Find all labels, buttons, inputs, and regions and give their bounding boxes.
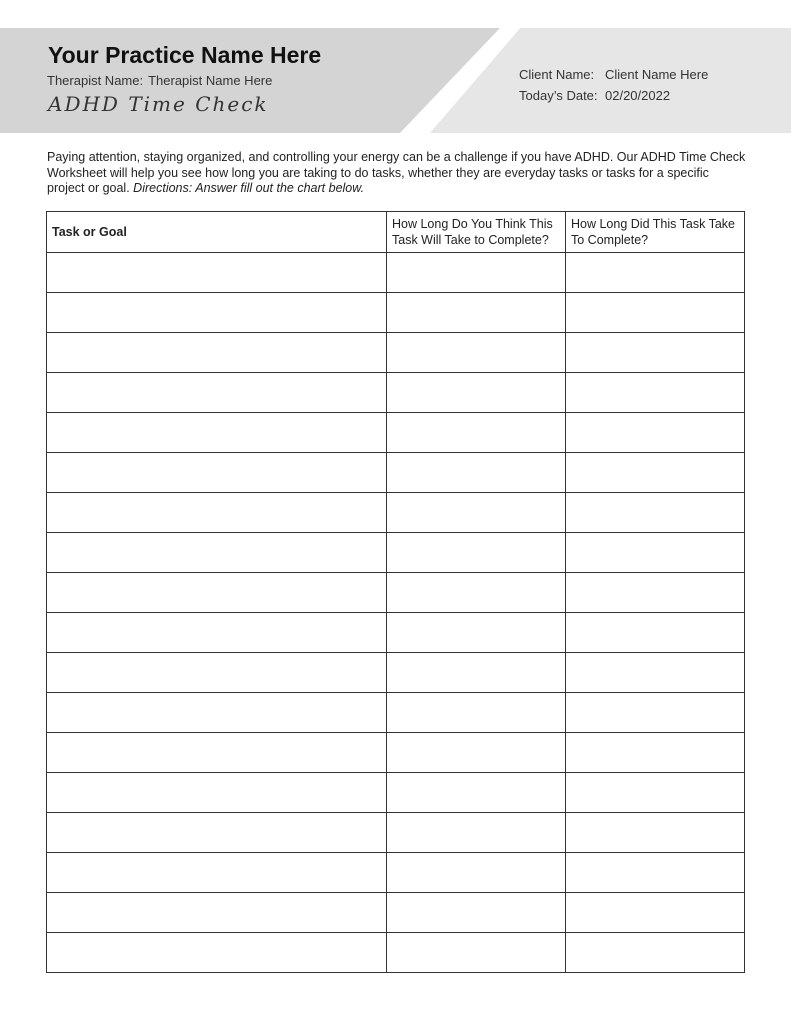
task-cell[interactable]: [47, 653, 387, 693]
task-cell[interactable]: [47, 813, 387, 853]
directions-text: Directions: Answer fill out the chart below.: [133, 181, 365, 195]
therapist-name-field[interactable]: Therapist Name Here: [148, 73, 273, 88]
estimate-cell[interactable]: [387, 853, 566, 893]
task-cell[interactable]: [47, 373, 387, 413]
table-row: [47, 573, 745, 613]
actual-cell[interactable]: [566, 893, 745, 933]
task-cell[interactable]: [47, 733, 387, 773]
table-row: [47, 613, 745, 653]
table-row: [47, 733, 745, 773]
practice-name: Your Practice Name Here: [48, 42, 322, 68]
estimate-cell[interactable]: [387, 413, 566, 453]
task-cell[interactable]: [47, 453, 387, 493]
table-row: [47, 933, 745, 973]
task-cell[interactable]: [47, 253, 387, 293]
table-row: [47, 453, 745, 493]
actual-cell[interactable]: [566, 493, 745, 533]
estimate-cell[interactable]: [387, 693, 566, 733]
date-line: [519, 88, 670, 103]
date-label: Today’s Date:: [519, 88, 598, 103]
actual-cell[interactable]: [566, 533, 745, 573]
estimate-cell[interactable]: [387, 533, 566, 573]
task-cell[interactable]: [47, 413, 387, 453]
task-cell[interactable]: [47, 493, 387, 533]
column-header-actual: How Long Did This Task Take To Complete?: [566, 212, 745, 253]
actual-cell[interactable]: [566, 253, 745, 293]
estimate-cell[interactable]: [387, 813, 566, 853]
actual-cell[interactable]: [566, 653, 745, 693]
table-row: [47, 373, 745, 413]
column-header-task: Task or Goal: [47, 212, 387, 253]
estimate-cell[interactable]: [387, 613, 566, 653]
actual-cell[interactable]: [566, 693, 745, 733]
estimate-cell[interactable]: [387, 493, 566, 533]
table-row: [47, 533, 745, 573]
client-name-label: Client Name:: [519, 67, 595, 82]
actual-cell[interactable]: [566, 813, 745, 853]
estimate-cell[interactable]: [387, 373, 566, 413]
actual-cell[interactable]: [566, 413, 745, 453]
actual-cell[interactable]: [566, 293, 745, 333]
table-row: [47, 653, 745, 693]
estimate-cell[interactable]: [387, 773, 566, 813]
task-cell[interactable]: [47, 613, 387, 653]
table-row: [47, 413, 745, 453]
estimate-cell[interactable]: [387, 293, 566, 333]
intro-paragraph: [47, 150, 747, 197]
task-cell[interactable]: [47, 893, 387, 933]
client-name-line: [519, 67, 708, 82]
time-check-table: [46, 211, 745, 973]
estimate-cell[interactable]: [387, 253, 566, 293]
actual-cell[interactable]: [566, 733, 745, 773]
estimate-cell[interactable]: [387, 453, 566, 493]
task-cell[interactable]: [47, 693, 387, 733]
date-field[interactable]: 02/20/2022: [605, 88, 671, 103]
estimate-cell[interactable]: [387, 653, 566, 693]
table-row: [47, 253, 745, 293]
table-row: [47, 853, 745, 893]
table-row: [47, 333, 745, 373]
intro-text: Paying attention, staying organized, and controlling your energy can be a challenge if you have ADHD. Our ADHD Time Check Worksheet will help you see how long you are taking to do tasks, whether they are everyday tasks or tasks for a specific project or goal.: [47, 150, 746, 195]
estimate-cell[interactable]: [387, 573, 566, 613]
task-cell[interactable]: [47, 853, 387, 893]
task-cell[interactable]: [47, 533, 387, 573]
table-row: [47, 693, 745, 733]
table-row: [47, 293, 745, 333]
estimate-cell[interactable]: [387, 933, 566, 973]
table-row: [47, 893, 745, 933]
table-row: [47, 813, 745, 853]
estimate-cell[interactable]: [387, 733, 566, 773]
actual-cell[interactable]: [566, 773, 745, 813]
actual-cell[interactable]: [566, 613, 745, 653]
actual-cell[interactable]: [566, 373, 745, 413]
actual-cell[interactable]: [566, 333, 745, 373]
task-cell[interactable]: [47, 293, 387, 333]
actual-cell[interactable]: [566, 573, 745, 613]
worksheet-title: ADHD Time Check: [48, 92, 269, 116]
table-row: [47, 493, 745, 533]
actual-cell[interactable]: [566, 933, 745, 973]
table-header-row: [47, 212, 745, 253]
task-cell[interactable]: [47, 573, 387, 613]
task-cell[interactable]: [47, 933, 387, 973]
therapist-label: Therapist Name:: [47, 73, 144, 88]
therapist-line: [47, 73, 272, 88]
task-cell[interactable]: [47, 773, 387, 813]
task-cell[interactable]: [47, 333, 387, 373]
estimate-cell[interactable]: [387, 333, 566, 373]
estimate-cell[interactable]: [387, 893, 566, 933]
actual-cell[interactable]: [566, 453, 745, 493]
table-row: [47, 773, 745, 813]
actual-cell[interactable]: [566, 853, 745, 893]
client-name-field[interactable]: Client Name Here: [605, 67, 709, 82]
column-header-estimate: How Long Do You Think This Task Will Take to Complete?: [387, 212, 566, 253]
